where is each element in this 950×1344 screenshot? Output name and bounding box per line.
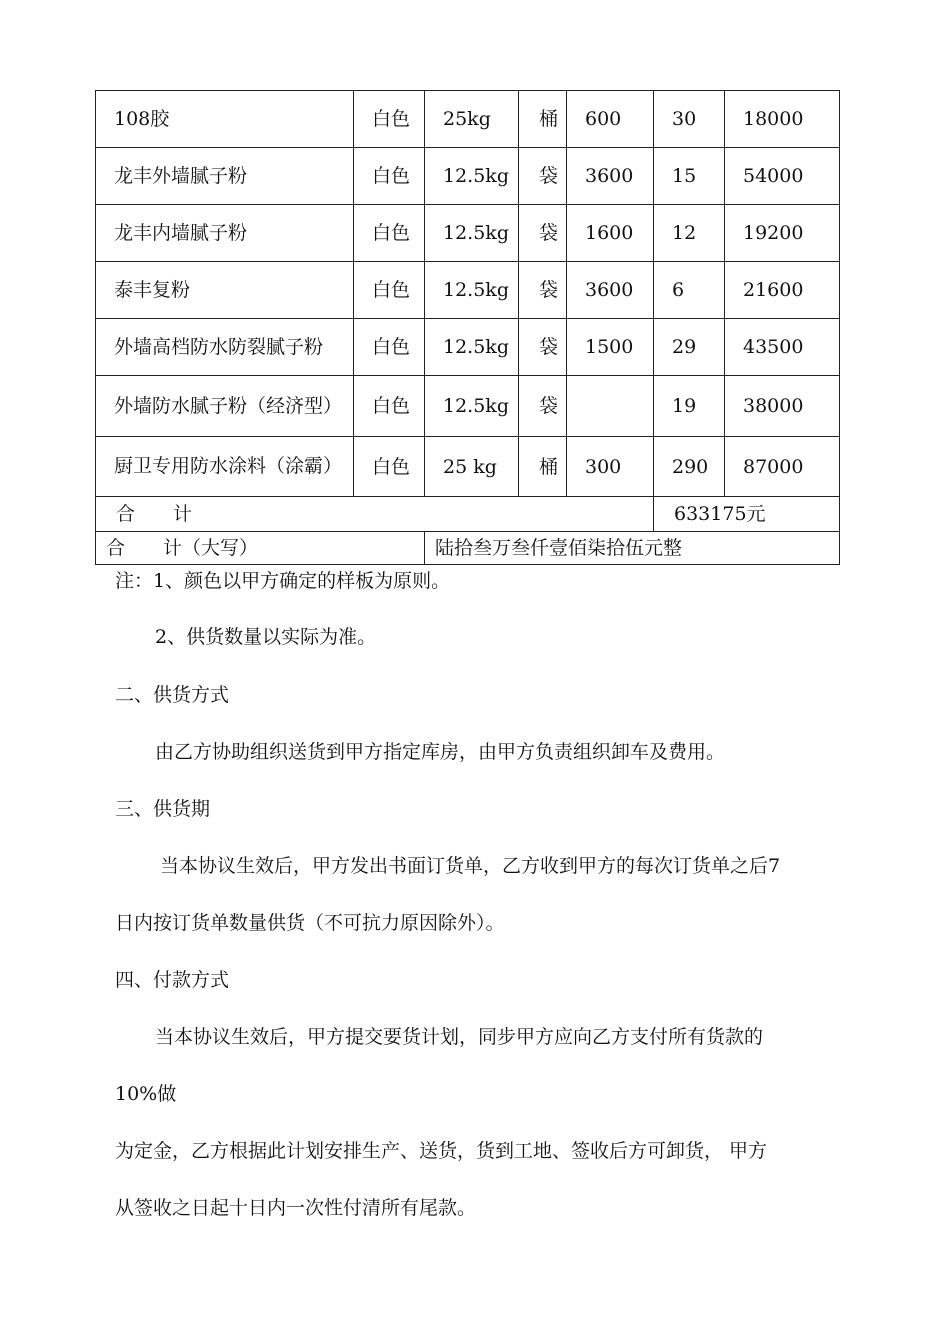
cell-unit: 袋 — [519, 148, 567, 205]
section-payment-body-4: 从签收之日起十日内一次性付清所有尾款。 — [115, 1197, 477, 1219]
note-1: 注：1、颜色以甲方确定的样板为原则。 — [115, 570, 451, 592]
total-value: 633175元 — [654, 497, 840, 532]
cell-amount: 18000 — [725, 91, 840, 148]
table-row — [96, 319, 840, 376]
cell-amount: 43500 — [725, 319, 840, 376]
cell-unit: 袋 — [519, 376, 567, 437]
cell-spec: 12.5kg — [425, 376, 519, 437]
cell-name: 龙丰内墙腻子粉 — [96, 205, 354, 262]
cell-qty: 3600 — [567, 262, 654, 319]
cell-spec: 12.5kg — [425, 205, 519, 262]
cell-qty: 1500 — [567, 319, 654, 376]
cell-name: 108胶 — [96, 91, 354, 148]
cell-amount: 54000 — [725, 148, 840, 205]
cell-price: 19 — [654, 376, 725, 437]
capital-total-row — [96, 532, 840, 565]
table-row — [96, 262, 840, 319]
section-payment-body-2: 10%做 — [115, 1083, 177, 1105]
section-payment-body-1: 当本协议生效后，甲方提交要货计划，同步甲方应向乙方支付所有货款的 — [155, 1026, 764, 1048]
total-label: 合 计 — [96, 497, 654, 532]
total-row — [96, 497, 840, 532]
cell-spec: 12.5kg — [425, 319, 519, 376]
cell-price: 6 — [654, 262, 725, 319]
cell-qty: 3600 — [567, 148, 654, 205]
cell-unit: 袋 — [519, 262, 567, 319]
section-payment-title: 四、付款方式 — [115, 969, 230, 991]
cell-price: 29 — [654, 319, 725, 376]
cell-price: 12 — [654, 205, 725, 262]
cell-qty: 300 — [567, 437, 654, 497]
cell-color: 白色 — [354, 376, 425, 437]
section-payment-body-3: 为定金，乙方根据此计划安排生产、送货，货到工地、签收后方可卸货， 甲方 — [115, 1140, 768, 1162]
cell-amount: 38000 — [725, 376, 840, 437]
price-table — [95, 90, 840, 565]
cell-spec: 25kg — [425, 91, 519, 148]
cell-amount: 21600 — [725, 262, 840, 319]
cell-spec: 25 kg — [425, 437, 519, 497]
cell-color: 白色 — [354, 319, 425, 376]
note-2: 2、供货数量以实际为准。 — [155, 626, 377, 648]
cell-unit: 袋 — [519, 319, 567, 376]
section-supply-period-body-1: 当本协议生效后，甲方发出书面订货单，乙方收到甲方的每次订货单之后7 — [160, 855, 781, 877]
cell-amount: 87000 — [725, 437, 840, 497]
cell-amount: 19200 — [725, 205, 840, 262]
cell-name: 厨卫专用防水涂料（涂霸） — [96, 437, 354, 497]
capital-total-value: 陆拾叁万叁仟壹佰柒拾伍元整 — [425, 532, 840, 565]
cell-name: 外墙防水腻子粉（经济型） — [96, 376, 354, 437]
cell-unit: 袋 — [519, 205, 567, 262]
cell-price: 30 — [654, 91, 725, 148]
cell-name: 泰丰复粉 — [96, 262, 354, 319]
capital-total-label: 合 计（大写） — [96, 532, 425, 565]
table-row — [96, 148, 840, 205]
cell-unit: 桶 — [519, 91, 567, 148]
cell-name: 龙丰外墙腻子粉 — [96, 148, 354, 205]
cell-price: 15 — [654, 148, 725, 205]
cell-qty: 600 — [567, 91, 654, 148]
table-row — [96, 437, 840, 497]
cell-color: 白色 — [354, 262, 425, 319]
section-supply-method-body: 由乙方协助组织送货到甲方指定库房，由甲方负责组织卸车及费用。 — [155, 741, 726, 763]
cell-qty — [567, 376, 654, 437]
cell-spec: 12.5kg — [425, 148, 519, 205]
cell-color: 白色 — [354, 91, 425, 148]
table-row — [96, 91, 840, 148]
cell-qty: 1600 — [567, 205, 654, 262]
section-supply-method-title: 二、供货方式 — [115, 684, 230, 706]
cell-unit: 桶 — [519, 437, 567, 497]
cell-color: 白色 — [354, 148, 425, 205]
cell-color: 白色 — [354, 437, 425, 497]
table-row — [96, 376, 840, 437]
cell-spec: 12.5kg — [425, 262, 519, 319]
cell-name: 外墙高档防水防裂腻子粉 — [96, 319, 354, 376]
table-body — [96, 91, 840, 565]
section-supply-period-body-2: 日内按订货单数量供货（不可抗力原因除外）。 — [115, 912, 505, 934]
cell-price: 290 — [654, 437, 725, 497]
table-row — [96, 205, 840, 262]
section-supply-period-title: 三、供货期 — [115, 798, 211, 820]
cell-color: 白色 — [354, 205, 425, 262]
